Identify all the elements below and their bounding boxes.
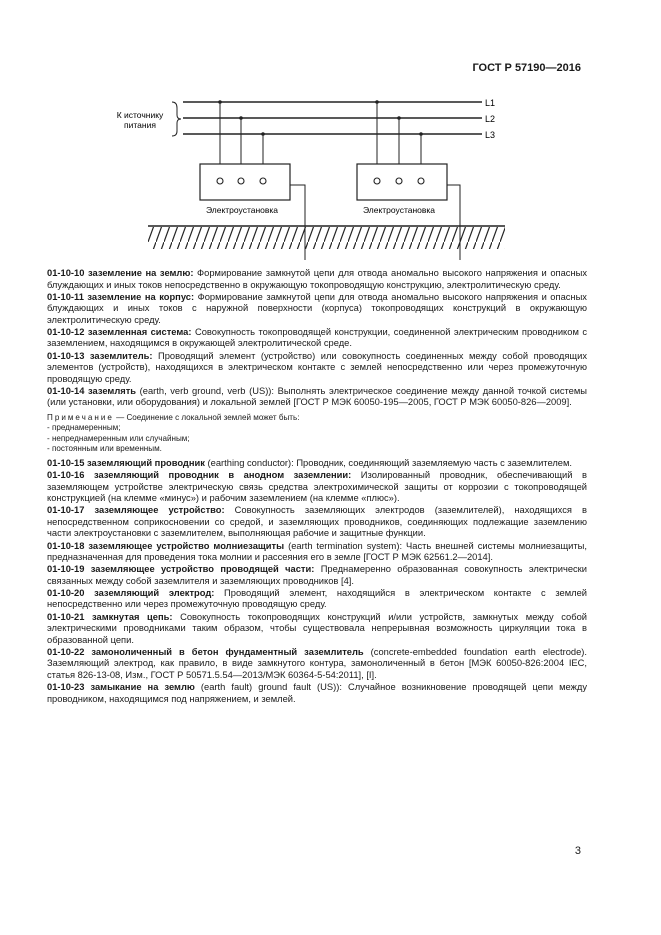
term-heading: 01-10-14 заземлять bbox=[47, 385, 137, 396]
term-list bbox=[47, 268, 587, 409]
line-label-l1: L1 bbox=[485, 98, 496, 108]
term-entry bbox=[47, 268, 587, 291]
term-heading: 01-10-22 замоноличенный в бетон фундаментный заземлитель bbox=[47, 646, 364, 657]
term-heading: 01-10-18 заземляющее устройство молниезащиты bbox=[47, 540, 285, 551]
term-entry bbox=[47, 505, 587, 540]
term-heading: 01-10-15 заземляющий проводник bbox=[47, 457, 205, 468]
term-definition: Изолированный проводник, обеспечивающий в заземляющем устройстве электрическую связь средства электрохимической защиты от коррозии с токопроводящей конструкцией (на клемме «минус») и рабочим заземлением (на клемме «плюс»). bbox=[47, 470, 587, 504]
term-heading: 01-10-19 заземляющее устройство проводящей части: bbox=[47, 564, 315, 575]
term-definition: Проводящий элемент (устройство) или совокупность соединенных между собой проводящих элементов (устройств), находящихся в электрическом контакте с землей непосредственно или через промежуточную проводящую среду. bbox=[47, 350, 587, 384]
term-entry bbox=[47, 327, 587, 350]
term-definition: Совокупность токопроводящих конструкций и/или устройств, замкнутых между собой электрическими проводниками таким образом, чтобы существовала непрерывная возможность циркуляции тока в образованной цепи. bbox=[47, 611, 587, 645]
term-entry bbox=[47, 564, 587, 587]
term-definition: Совокупность токопроводящей конструкции, соединенной электрическим проводником с заземлением, находящимся в окружающей электролитической среде. bbox=[47, 326, 587, 349]
note-text: — Соединение с локальной землей может быть: bbox=[113, 412, 300, 422]
term-list-continued bbox=[47, 458, 587, 705]
note-label: Примечание bbox=[47, 412, 114, 422]
term-heading: 01-10-13 заземлитель: bbox=[47, 350, 153, 361]
page-number: 3 bbox=[574, 845, 581, 857]
term-definition: (concrete-embedded foundation earth electrode). Заземляющий электрод, как правило, в виде замкнутого контура, замоноличенный в бетон [МЭК 60050-826:2004 IEC, статья 826-13-08, Изм., ГОСТ Р 50571.5.54—2013/МЭК 60364-5-54:2011], [I]. bbox=[47, 646, 587, 680]
line-label-l2: L2 bbox=[485, 114, 496, 124]
term-heading: 01-10-16 заземляющий проводник в анодном заземлении: bbox=[47, 470, 352, 481]
term-heading: 01-10-12 заземленная система: bbox=[47, 326, 192, 337]
term-definition: Формирование замкнутой цепи для отвода аномально высокого напряжения и опасных блуждающих и иных токов непосредственно в окружающую токопроводящую конструкцию, электролитическую среду. bbox=[47, 268, 587, 290]
term-entry bbox=[47, 386, 587, 409]
term-entry bbox=[47, 612, 587, 647]
term-definition: Преднамеренно образованная совокупность электрически связанных между собой заземлителя и заземляющих проводников [4]. bbox=[47, 564, 587, 586]
ground-hatching bbox=[148, 226, 505, 249]
term-entry bbox=[47, 682, 587, 705]
note-block bbox=[47, 413, 587, 455]
earthing-diagram bbox=[100, 88, 520, 263]
note-intro bbox=[47, 413, 587, 424]
term-entry bbox=[47, 647, 587, 682]
term-entry bbox=[47, 470, 587, 505]
brace-icon bbox=[172, 102, 181, 136]
term-entry bbox=[47, 351, 587, 386]
term-definition: Формирование замкнутой цепи для отвода аномально высокого напряжения и опасных блуждающих и иных токов с наружной поверхности (корпуса) токопроводящих конструкций в окружающую электролитическую среду. bbox=[47, 291, 587, 325]
installation-right-label: Электроустановка bbox=[362, 205, 436, 215]
source-label-line1: К источнику bbox=[116, 110, 164, 120]
note-list-item: - непреднамеренным или случайным; bbox=[47, 433, 190, 443]
term-entry bbox=[47, 292, 587, 327]
term-definition: (earth fault) ground fault (US)): Случайное возникновение проводящей цепи между проводником, находящимся под напряжением, и землей. bbox=[47, 682, 587, 704]
term-definition: (earth, verb ground, verb (US)): Выполнять электрическое соединение между данной точкой системы (или установки, или оборудования) и локальной землей [ГОСТ Р МЭК 60050-195—2005, ГОСТ Р МЭК 60050-826—2009]. bbox=[47, 385, 588, 408]
line-label-l3: L3 bbox=[485, 130, 496, 140]
term-heading: 01-10-10 заземление на землю: bbox=[47, 268, 194, 278]
term-entry bbox=[47, 588, 587, 611]
term-heading: 01-10-23 замыкание на землю bbox=[47, 682, 195, 693]
document-code: ГОСТ Р 57190—2016 bbox=[472, 62, 581, 74]
term-definition: (earth termination system): Часть внешней системы молниезащиты, предназначенная для проведения тока молнии и рассеяния его в земле [ГОСТ Р МЭК 62561.2—2014]. bbox=[47, 540, 587, 563]
document-body bbox=[47, 268, 587, 706]
term-entry bbox=[47, 541, 587, 564]
term-heading: 01-10-11 заземление на корпус: bbox=[47, 291, 195, 302]
term-entry bbox=[47, 458, 587, 470]
note-list-item: - постоянным или временным. bbox=[47, 444, 162, 454]
term-definition: (earthing conductor): Проводник, соединяющий заземляемую часть с заземлителем. bbox=[204, 457, 573, 468]
term-heading: 01-10-17 заземляющее устройство: bbox=[47, 505, 225, 516]
term-definition: Проводящий элемент, находящийся в электрическом контакте с землей непосредственно или через промежуточную проводящую среду. bbox=[47, 587, 587, 610]
note-list-item: - преднамеренным; bbox=[47, 423, 121, 433]
term-heading: 01-10-20 заземляющий электрод: bbox=[47, 587, 215, 598]
source-label-line2: питания bbox=[124, 120, 156, 130]
term-heading: 01-10-21 замкнутая цепь: bbox=[47, 611, 173, 622]
term-definition: Совокупность заземляющих электродов (заземлителей), находящихся в непосредственном соприкосновении со средой, и заземляющих проводников, соединяющих подлежащие заземлению части электроустановки с заземлителем, выполняющая рабочие и защитные функции. bbox=[47, 505, 587, 539]
installation-left-label: Электроустановка bbox=[205, 205, 279, 215]
